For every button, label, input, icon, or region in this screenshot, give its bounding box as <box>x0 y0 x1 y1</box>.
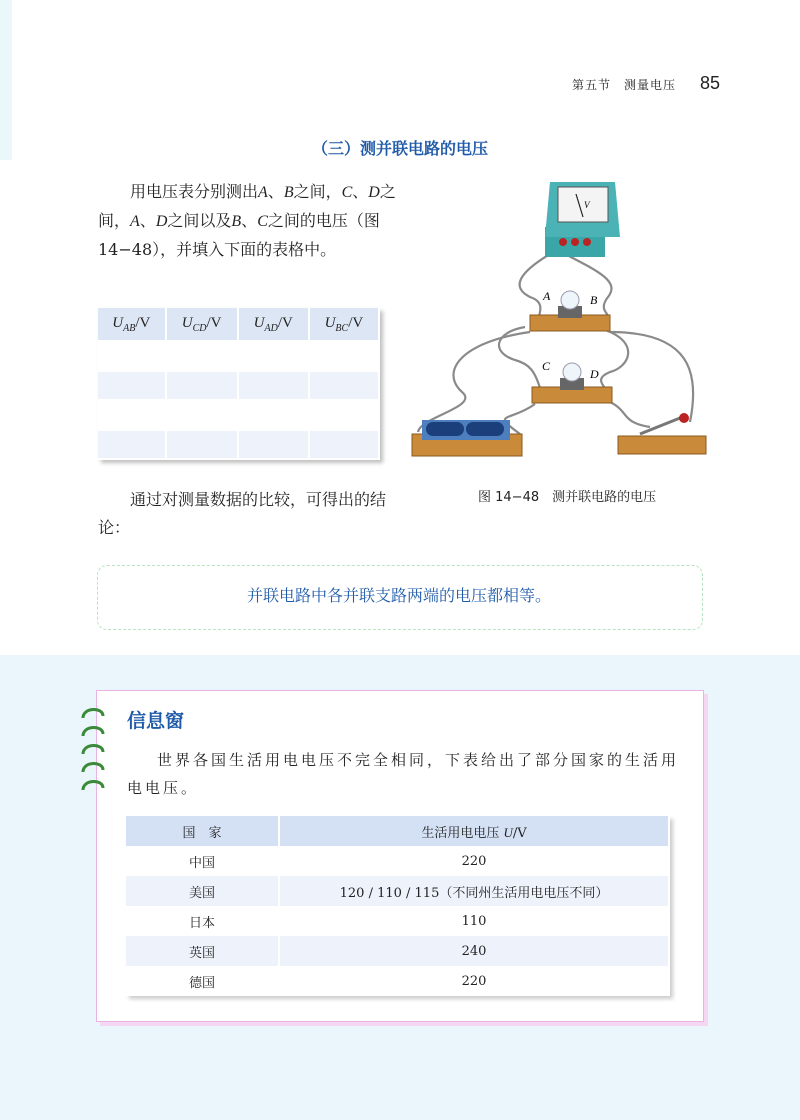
label-d: D <box>590 367 599 381</box>
voltage-table <box>126 816 670 996</box>
label-b: B <box>590 293 598 307</box>
measurement-table <box>98 308 380 460</box>
table-row <box>98 430 379 460</box>
binding-ring-icon <box>80 704 106 720</box>
info-window-title: 信息窗 <box>127 710 185 732</box>
table-row: 日本 110 <box>126 906 669 936</box>
circuit-wires <box>418 254 693 434</box>
battery-holder <box>412 420 522 456</box>
conclusion-prompt: 通过对测量数据的比较，可得出的结论： <box>98 490 387 537</box>
running-header: 第五节 测量电压 <box>572 78 677 92</box>
table-row <box>98 371 379 401</box>
parallel-circuit-figure <box>400 172 710 472</box>
voltmeter <box>545 182 620 257</box>
header-voltage: 生活用电电压 U/V <box>279 816 669 846</box>
table-row <box>98 341 379 371</box>
section-title: （三）测并联电路的电压 <box>311 139 488 158</box>
label-c: C <box>542 359 551 373</box>
binding-ring-icon <box>80 776 106 792</box>
table-row <box>98 400 379 430</box>
label-a: A <box>543 289 551 303</box>
table-row: 德国 220 <box>126 966 669 996</box>
header-uab: $U_{AB}/V$ <box>98 308 166 341</box>
table-row: 英国 240 <box>126 936 669 966</box>
binding-ring-icon <box>80 722 106 738</box>
header-country: 国 家 <box>126 816 279 846</box>
header-uad: $U_{AD}/V$ <box>238 308 309 341</box>
intro-paragraph: 用电压表分别测出A、B之间，C、D之间，A、D之间以及B、C之间的电压（图 14−48），并填入下面的表格中。 <box>98 182 396 259</box>
meter-label: V <box>584 200 590 210</box>
header-ucd: $U_{CD}/V$ <box>166 308 238 341</box>
figure-caption: 图 14−48 测并联电路的电压 <box>478 490 657 505</box>
info-window-text: 世界各国生活用电电压不完全相同，下表给出了部分国家的生活用电电压。 <box>127 751 680 797</box>
header-ubc: $U_{BC}/V$ <box>309 308 379 341</box>
switch <box>618 413 706 454</box>
binding-ring-icon <box>80 740 106 756</box>
answer-text: 并联电路中各并联支路两端的电压都相等。 <box>246 586 551 605</box>
bulb-ab <box>530 289 610 331</box>
bulb-cd <box>532 359 612 403</box>
page-number: 85 <box>700 73 721 93</box>
table-row: 美国 120 / 110 / 115（不同州生活用电电压不同） <box>126 876 669 906</box>
table-row: 中国 220 <box>126 846 669 876</box>
binding-ring-icon <box>80 758 106 774</box>
